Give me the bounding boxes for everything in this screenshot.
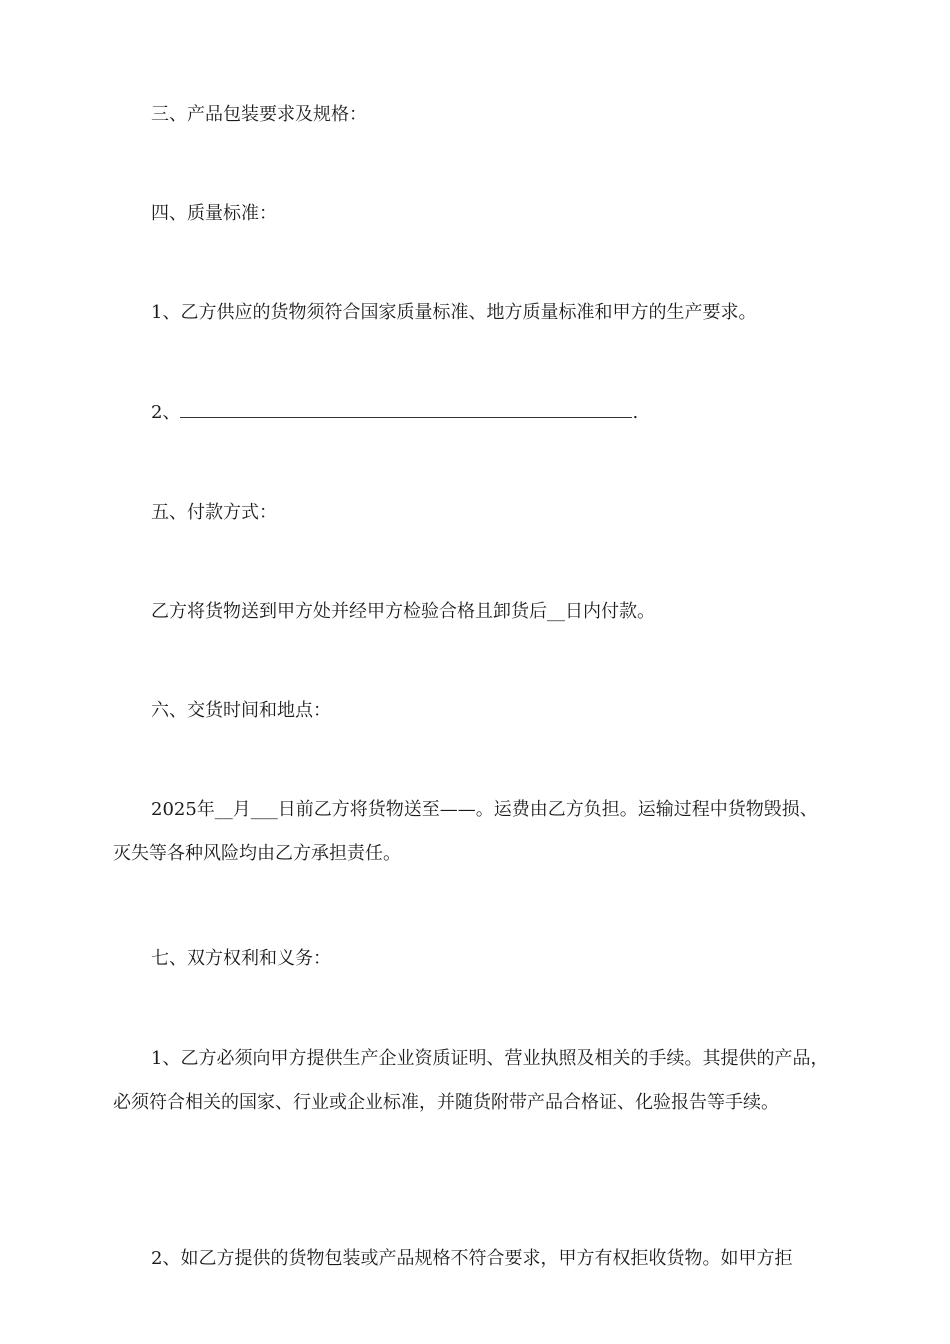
rights-clause-2: 2、如乙方提供的货物包装或产品规格不符合要求，甲方有权拒收货物。如甲方拒 bbox=[151, 1248, 793, 1269]
delivery-clause: 2025年__月___日前乙方将货物送至——。运费由乙方负担。运输过程中货物毁损、灭失等各种风险均由乙方承担责任。 bbox=[113, 799, 818, 864]
payment-clause: 乙方将货物送到甲方处并经甲方检验合格且卸货后__日内付款。 bbox=[151, 601, 655, 622]
section-heading-delivery: 六、交货时间和地点： bbox=[151, 700, 331, 721]
quality-clause-2-prefix: 2、 bbox=[151, 402, 181, 423]
section-heading-packaging: 三、产品包装要求及规格： bbox=[151, 104, 367, 125]
quality-clause-1: 1、乙方供应的货物须符合国家质量标准、地方质量标准和甲方的生产要求。 bbox=[151, 302, 757, 323]
section-heading-rights: 七、双方权利和义务： bbox=[151, 948, 331, 969]
quality-clause-2 bbox=[113, 391, 835, 435]
fill-in-blank bbox=[180, 417, 632, 418]
quality-clause-2-suffix: . bbox=[632, 402, 639, 423]
section-heading-quality: 四、质量标准： bbox=[151, 203, 277, 224]
rights-clause-1: 1、乙方必须向甲方提供生产企业资质证明、营业执照及相关的手续。其提供的产品，必须符合相关的国家、行业或企业标准，并随货附带产品合格证、化验报告等手续。 bbox=[113, 1048, 829, 1113]
section-heading-payment: 五、付款方式： bbox=[151, 502, 277, 523]
